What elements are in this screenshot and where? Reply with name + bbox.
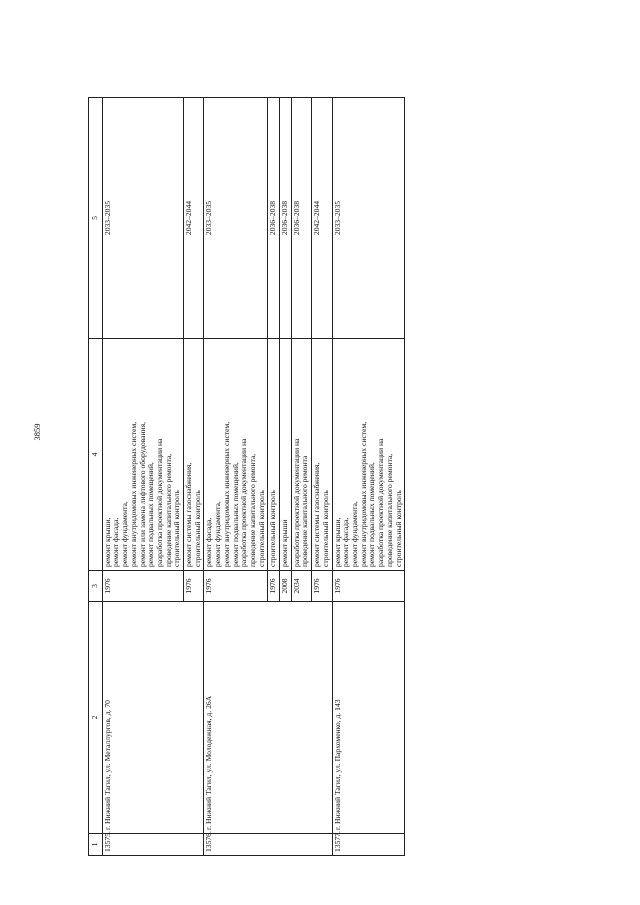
row-number: 13575. — [102, 834, 204, 856]
works-cell: ремонт системы газоснабжения, строительный контроль — [312, 339, 332, 571]
works-cell: ремонт крыши — [280, 339, 292, 571]
column-number-row — [89, 98, 103, 856]
row-number: 13577. — [332, 834, 405, 856]
column-header: 3 — [89, 571, 103, 602]
row-number: 13576. — [204, 834, 332, 856]
period-cell: 2042–2044 — [312, 98, 332, 339]
works-cell: ремонт крыши, ремонт фасада, ремонт фундамента, ремонт внутридомовых инженерных систем, ремонт или замена лифтового оборудования, ремонт подвальных помещений, разработка проектной документации на проведение капитального ремонта, строительный контроль — [102, 339, 183, 571]
building-address: г. Нижний Тагил, ул. Молодежная, д. 26А — [204, 602, 332, 834]
building-address: г. Нижний Тагил, ул. Металлургов, д. 70 — [102, 602, 204, 834]
period-cell: 2036–2038 — [280, 98, 292, 339]
period-cell: 2033–2035 — [332, 98, 405, 339]
column-header: 5 — [89, 98, 103, 339]
works-cell: разработка проектной документации на проведение капитального ремонта — [291, 339, 311, 571]
rotated-table-container — [88, 98, 508, 856]
building-address: г. Нижний Тагил, ул. Пархоменко, д. 143 — [332, 602, 405, 834]
year-cell: 2034 — [291, 571, 311, 602]
page-number: 3859 — [32, 423, 42, 441]
year-cell: 1976 — [204, 571, 268, 602]
repair-schedule-table — [88, 97, 405, 856]
year-cell: 1976 — [312, 571, 332, 602]
year-cell: 1976 — [268, 571, 280, 602]
year-cell: 1976 — [102, 571, 183, 602]
period-cell: 2033–2035 — [102, 98, 183, 339]
year-cell: 1976 — [332, 571, 405, 602]
year-cell: 1976 — [184, 571, 204, 602]
table-row — [204, 98, 268, 856]
table-row — [102, 98, 183, 856]
table-row — [332, 98, 405, 856]
works-cell: ремонт системы газоснабжения, строительный контроль — [184, 339, 204, 571]
column-header: 4 — [89, 339, 103, 571]
works-cell: строительный контроль — [268, 339, 280, 571]
period-cell: 2033–2035 — [204, 98, 268, 339]
works-cell: ремонт крыши, ремонт фасада, ремонт фундамента, ремонт внутридомовых инженерных систем, ремонт подвальных помещений, разработка проектной документации на проведение капитального ремонта, строительный контроль — [332, 339, 405, 571]
column-header: 2 — [89, 602, 103, 834]
period-cell: 2036–2038 — [291, 98, 311, 339]
year-cell: 2008 — [280, 571, 292, 602]
works-cell: ремонт фасада, ремонт фундамента, ремонт внутридомовых инженерных систем, ремонт подвальных помещений, разработка проектной документации на проведение капитального ремонта, строительный контроль — [204, 339, 268, 571]
column-header: 1 — [89, 834, 103, 856]
period-cell: 2042–2044 — [184, 98, 204, 339]
period-cell: 2036–2038 — [268, 98, 280, 339]
